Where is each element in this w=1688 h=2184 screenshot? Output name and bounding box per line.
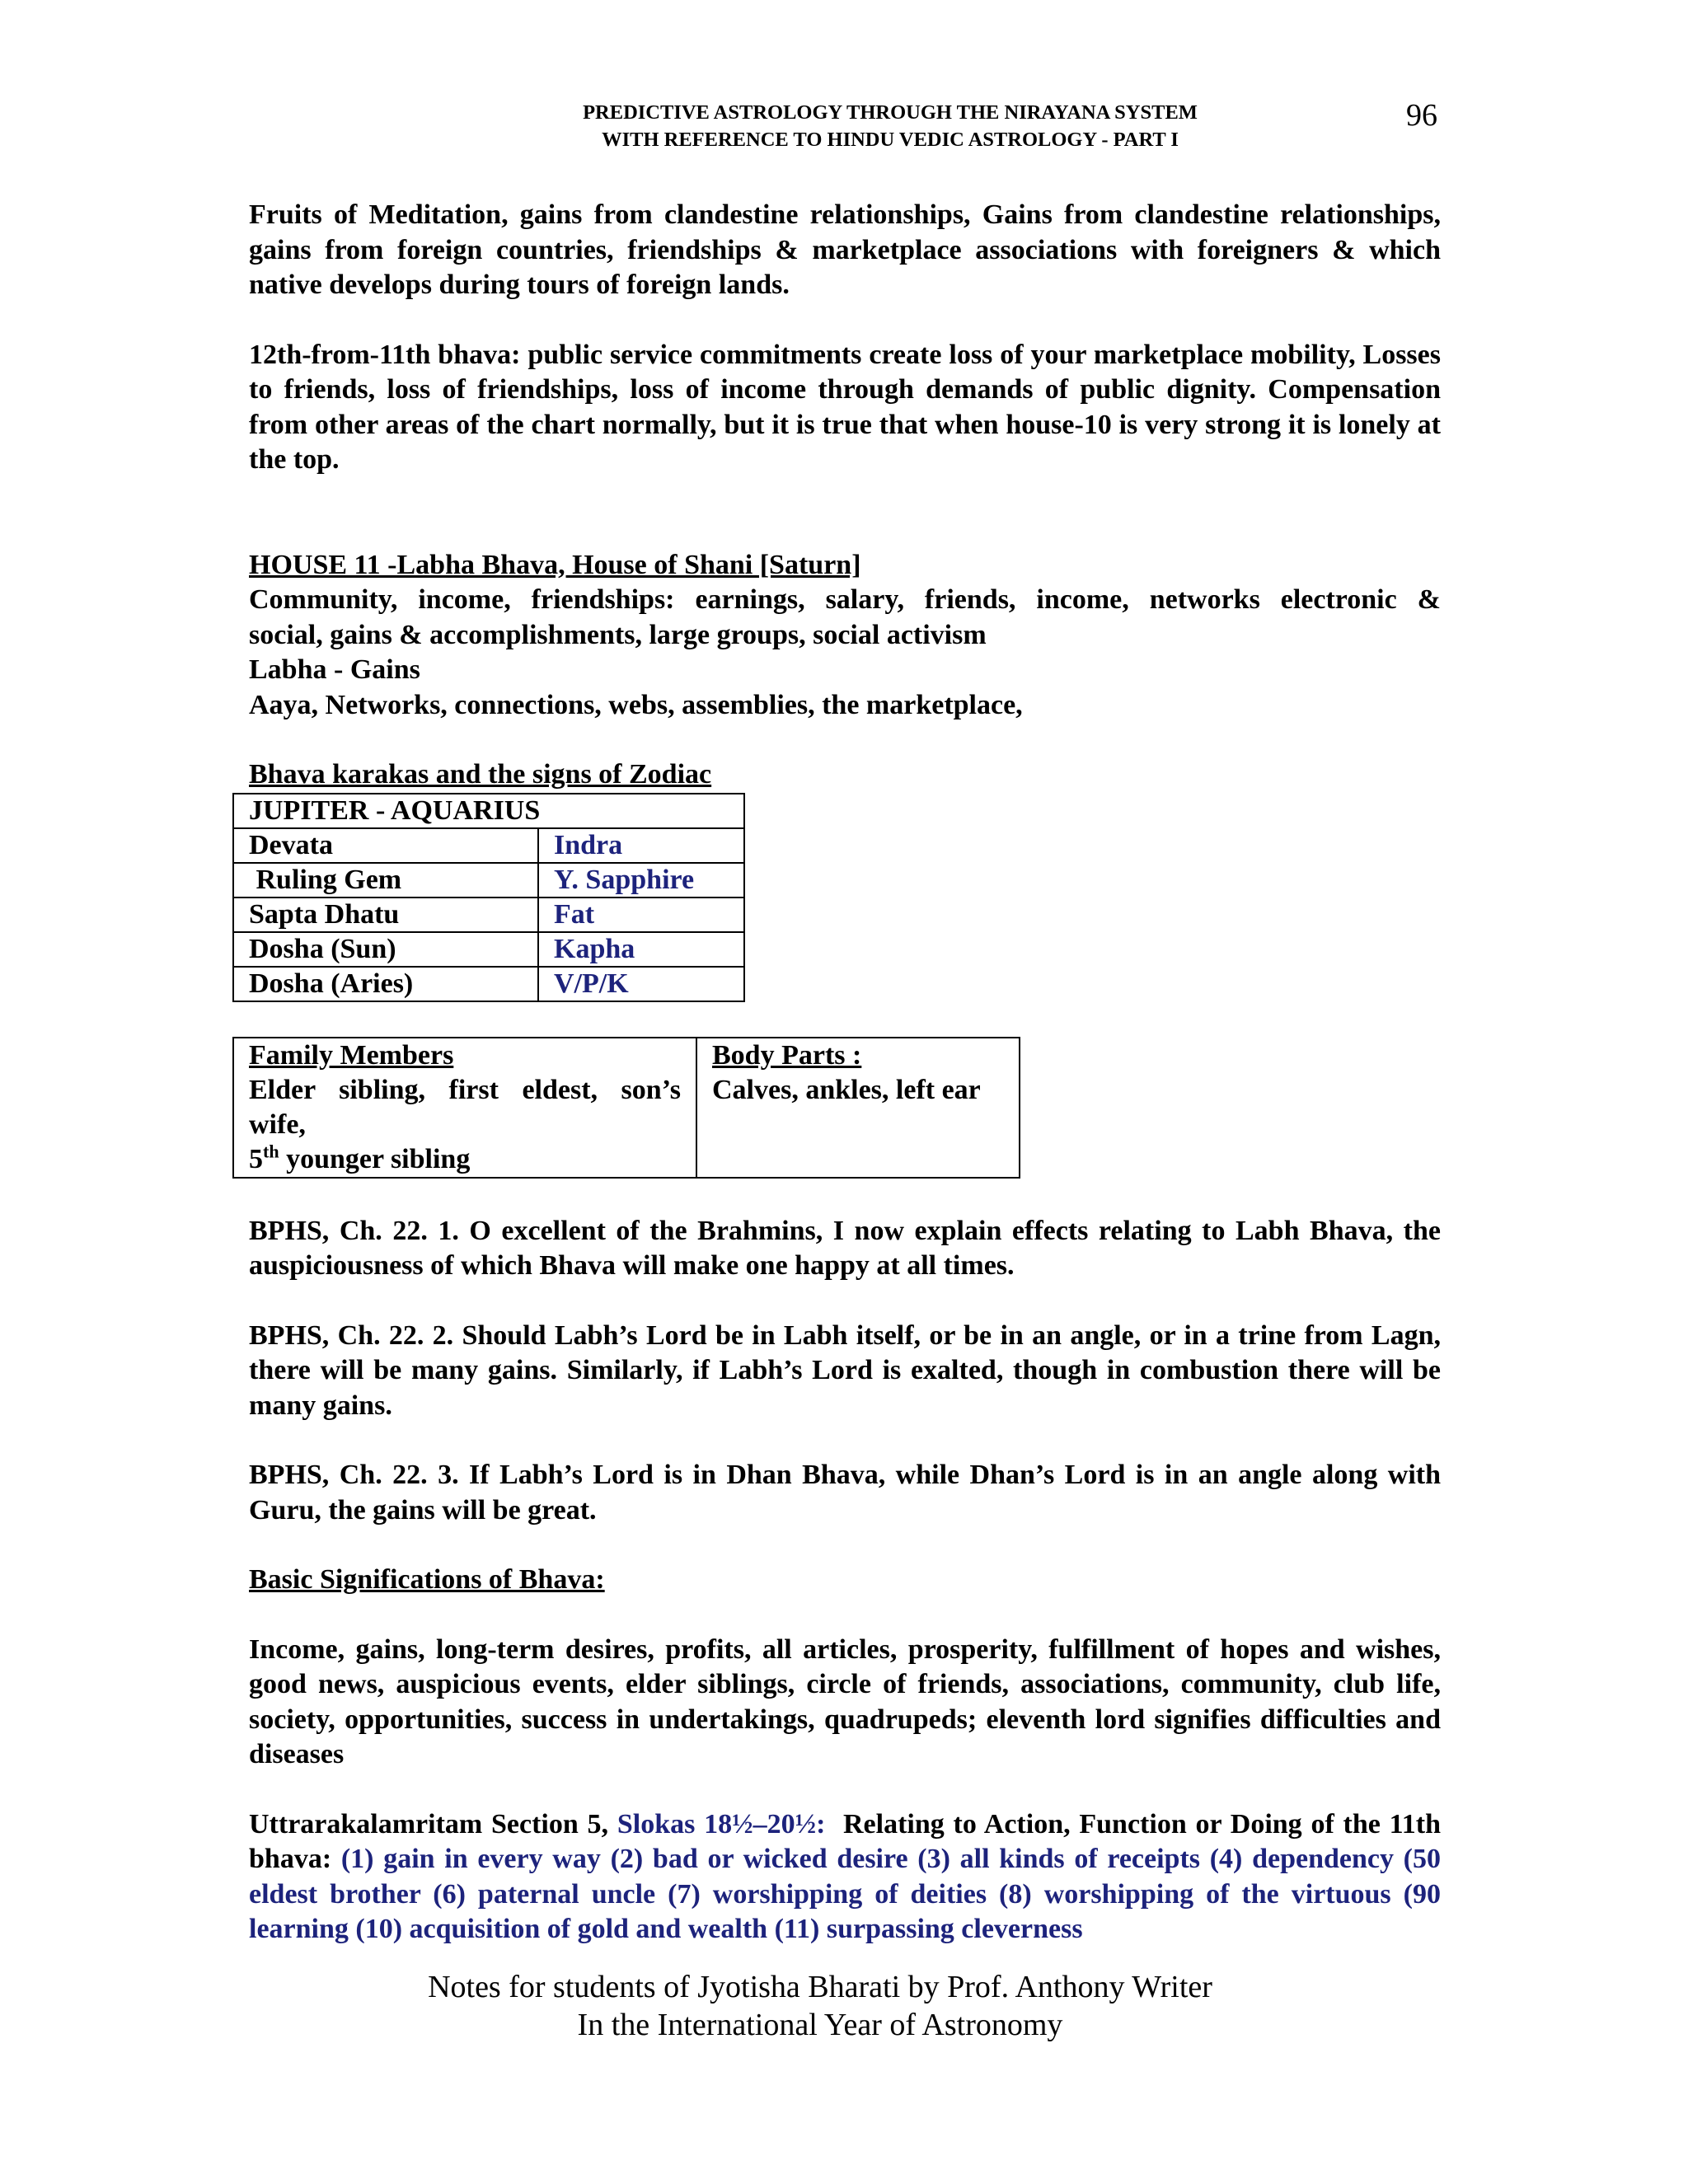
uttrarakalamritam-paragraph: Uttrarakalamritam Section 5, Slokas 18½–20½: Relating to Action, Function or Doing of the 11th bhava: (1) gain in every way (2) bad or wicked desire (3) all kinds of receipts (4) dependency (50 eldest brother (6) paternal uncle (7) worshipping of deities (8) worshipping of the virtuous (90 learning (10) acquisition of gold and wealth (11) surpassing cleverness xyxy=(249,1808,1455,1944)
table-row xyxy=(233,794,744,828)
house-line-2: social, gains & accomplishments, large groups, social activism xyxy=(249,619,987,650)
karakas-heading: Bhava karakas and the signs of Zodiac xyxy=(249,759,712,790)
slokas-reference: Slokas 18½–20½: xyxy=(617,1808,826,1840)
uttra-list: (1) gain in every way (2) bad or wicked desire (3) all kinds of receipts (4) dependency (50 eldest brother (6) paternal uncle (7) worshipping of deities (8) worshipping of the virtuous (90 learning (10) acquisition of gold and wealth (11) surpassing cleverness xyxy=(249,1844,1442,1944)
family-members-heading: Family Members xyxy=(249,1039,454,1071)
family-line-2: wife, xyxy=(249,1108,306,1140)
basic-significations-heading: Basic Significations of Bhava: xyxy=(249,1564,605,1595)
intro-paragraph-1: Fruits of Meditation, gains from clandestine relationships, Gains from clandestine relationships, gains from foreign countries, friendships & marketplace associations with foreigners & which native develops during tours of foreign lands. xyxy=(249,199,1441,300)
karaka-label: Ruling Gem xyxy=(233,863,538,898)
body-parts-value: Calves, ankles, left ear xyxy=(712,1074,981,1105)
family-members-cell xyxy=(233,1038,696,1178)
body-parts-cell xyxy=(696,1038,1020,1178)
intro-paragraph-2: 12th-from-11th bhava: public service commitments create loss of your marketplace mobility, Losses to friends, loss of friendships, loss of income through demands of public dignity. Compensation from other areas of the chart normally, but it is true that when house-10 is very strong it is lonely at the top. xyxy=(249,339,1441,475)
table-row xyxy=(233,863,744,898)
karakas-table-title: JUPITER - AQUARIUS xyxy=(233,794,744,828)
footer-line-2: In the International Year of Astronomy xyxy=(577,2008,1063,2042)
house-line-1: Community, income, friendships: earnings, salary, friends, income, networks electronic & xyxy=(249,584,1441,615)
karaka-value: Y. Sapphire xyxy=(538,863,744,898)
karaka-value: Fat xyxy=(538,898,744,932)
footer-line-1: Notes for students of Jyotisha Bharati by Prof. Anthony Writer xyxy=(428,1970,1212,2004)
karaka-value: Kapha xyxy=(538,932,744,967)
karaka-label: Devata xyxy=(233,828,538,863)
table-row xyxy=(233,932,744,967)
table-row xyxy=(233,898,744,932)
family-body-table xyxy=(232,1037,1020,1179)
table-row xyxy=(233,1038,1020,1178)
running-header xyxy=(346,99,1434,153)
house-line-4: Aaya, Networks, connections, webs, assemblies, the marketplace, xyxy=(249,689,1023,720)
table-row xyxy=(233,967,744,1001)
bphs-verse-1: BPHS, Ch. 22. 1. O excellent of the Brahmins, I now explain effects relating to Labh Bhava, the auspiciousness of which Bhava will make one happy at all times. xyxy=(249,1215,1441,1281)
karaka-value: V/P/K xyxy=(538,967,744,1001)
table-row xyxy=(233,828,744,863)
header-line-1: PREDICTIVE ASTROLOGY THROUGH THE NIRAYANA SYSTEM xyxy=(583,101,1198,124)
basic-significations-text: Income, gains, long-term desires, profits, all articles, prosperity, fulfillment of hopes and wishes, good news, auspicious events, elder siblings, circle of friends, associations, community, club life, society, opportunities, success in undertakings, quadrupeds; eleventh lord signifies difficulties and diseases xyxy=(249,1633,1441,1769)
karaka-label: Dosha (Aries) xyxy=(233,967,538,1001)
family-line-3: 5th younger sibling xyxy=(249,1141,471,1174)
header-line-2: WITH REFERENCE TO HINDU VEDIC ASTROLOGY - PART I xyxy=(602,129,1179,151)
page-body xyxy=(249,198,1455,1947)
family-line-1: Elder sibling, first eldest, son’s xyxy=(249,1074,681,1105)
house-title: HOUSE 11 -Labha Bhava, House of Shani [Saturn] xyxy=(249,549,861,580)
body-parts-heading: Body Parts : xyxy=(712,1039,862,1071)
page-number: 96 xyxy=(1406,98,1437,133)
karaka-value: Indra xyxy=(538,828,744,863)
bphs-verse-3: BPHS, Ch. 22. 3. If Labh’s Lord is in Dhan Bhava, while Dhan’s Lord is in an angle along with Guru, the gains will be great. xyxy=(249,1460,1441,1526)
bphs-verse-2: BPHS, Ch. 22. 2. Should Labh’s Lord be in Labh itself, or be in an angle, or in a trine from Lagn, there will be many gains. Similarly, if Labh’s Lord is exalted, though in combustion there will be many gains. xyxy=(249,1319,1441,1421)
page-footer xyxy=(354,1968,1286,2044)
karaka-label: Dosha (Sun) xyxy=(233,932,538,967)
karakas-table xyxy=(232,793,745,1002)
house-line-3: Labha - Gains xyxy=(249,654,420,685)
karaka-label: Sapta Dhatu xyxy=(233,898,538,932)
